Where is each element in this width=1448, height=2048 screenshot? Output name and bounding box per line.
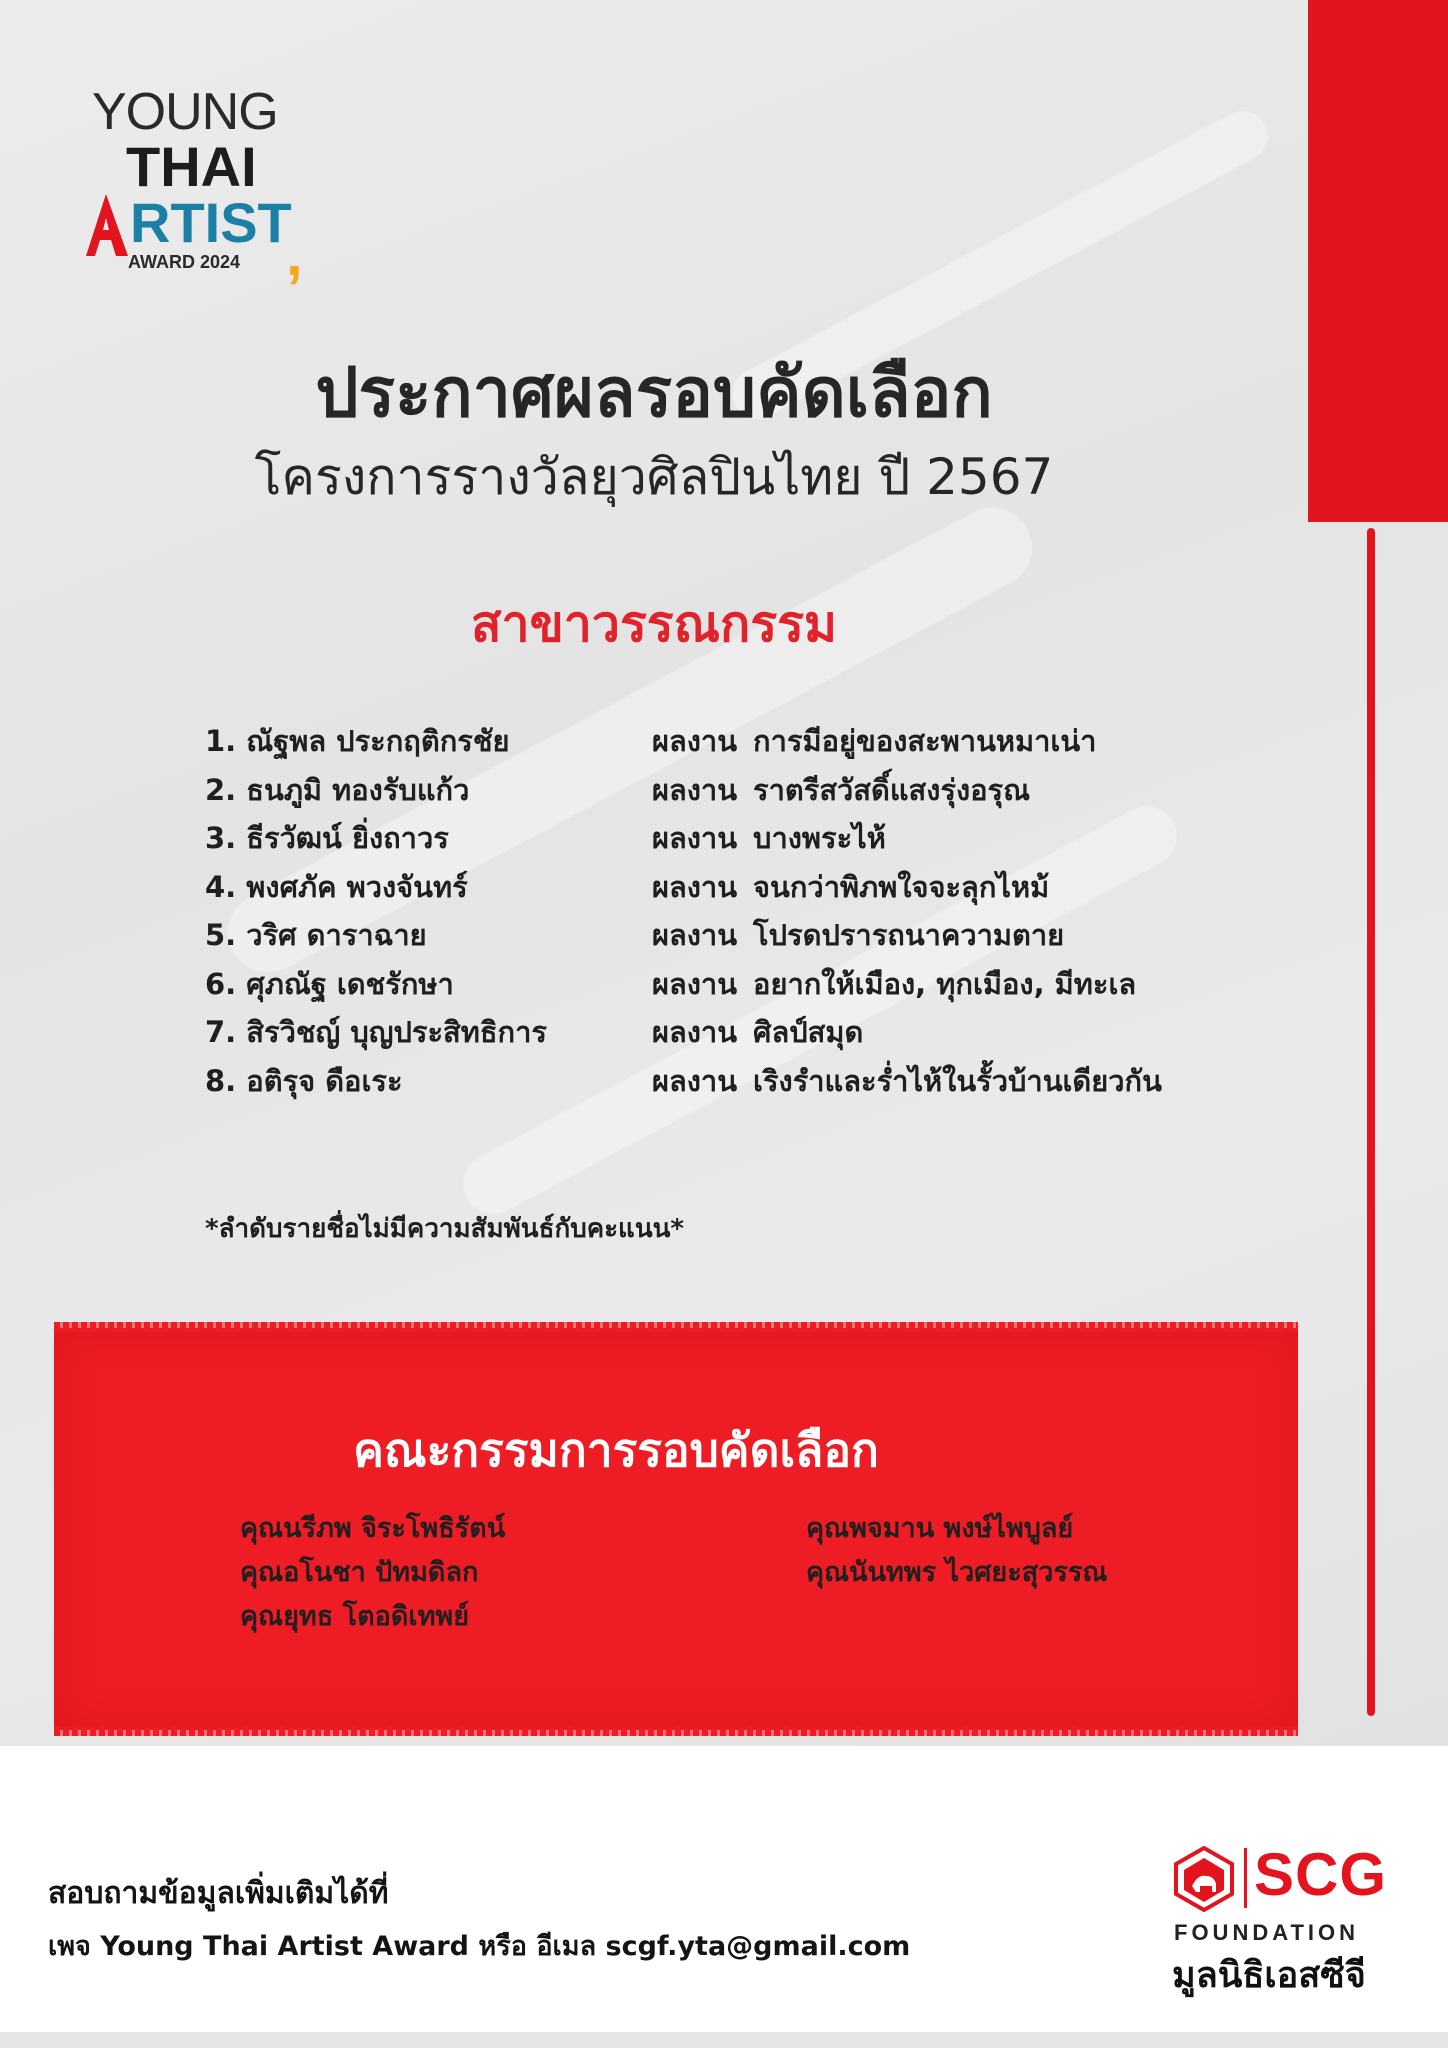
list-item [205,1058,1255,1107]
logo-young-text: YOUNG [92,83,278,141]
logo-thai-text: THAI [126,135,257,198]
logo-award-text: AWARD 2024 [128,252,241,272]
work-title: ราตรีสวัสดิ์แสงรุ่งอรุณ [753,772,1031,807]
list-item [205,864,1255,913]
work-label: ผลงาน [652,1015,738,1049]
winner-name: 6. ศุภณัฐ เดชรักษา [205,966,454,1001]
red-vertical-line [1367,528,1375,1716]
work-title: อยากให้เมือง, ทุกเมือง, มีทะเล [753,966,1137,1001]
winner-name: 7. สิรวิชญ์ บุญประสิทธิการ [205,1015,547,1049]
winner-work [652,1009,863,1055]
page-title: ประกาศผลรอบคัดเลือก [315,354,993,433]
young-thai-artist-logo [90,82,320,288]
work-label: ผลงาน [652,724,738,758]
page-subtitle: โครงการรางวัลยุวศิลปินไทย ปี 2567 [254,448,1054,506]
winner-work [652,718,1096,764]
winner-name: 5. วริศ ดาราฉาย [205,918,427,952]
contact-details: เพจ Young Thai Artist Award หรือ อีเมล scgf.yta@gmail.com [48,1931,911,1962]
jury-list-left [240,1506,505,1638]
work-title: บางพระไห้ [753,821,886,855]
work-title: จนกว่าพิภพใจจะลุกไหม้ [753,869,1050,904]
list-item [205,815,1255,864]
winner-work [652,767,1030,813]
jury-list-right [806,1506,1107,1594]
work-title: ศิลป์สมุด [753,1015,864,1049]
winner-name: 4. พงศภัค พวงจันทร์ [205,869,468,904]
torn-edge-top [54,1322,1298,1332]
scg-divider [1244,1848,1247,1908]
jury-panel [54,1328,1298,1730]
work-title: เริงรำและร่ำไห้ในรั้วบ้านเดียวกัน [753,1063,1162,1098]
winner-work [652,815,886,861]
list-item [205,718,1255,767]
work-label: ผลงาน [652,918,738,952]
jury-member: คุณนรีภพ จิระโพธิรัตน์ [240,1513,506,1544]
winner-name: 3. ธีรวัฒน์ ยิ่งถาวร [205,821,449,855]
scg-emblem-icon [1172,1846,1236,1912]
logo-a-icon [86,192,130,258]
winner-work [652,864,1049,910]
jury-member: คุณยุทธ โตอดิเทพย์ [240,1601,470,1632]
ranking-note: *ลำดับรายชื่อไม่มีความสัมพันธ์กับคะแนน* [205,1214,684,1244]
list-item [205,767,1255,816]
work-label: ผลงาน [652,869,738,904]
winner-work [652,912,1064,958]
work-title: โปรดปรารถนาความตาย [753,918,1065,952]
bottom-strip [0,2032,1448,2048]
logo-comma-icon: , [286,221,303,288]
winner-name: 2. ธนภูมิ ทองรับแก้ว [205,772,470,807]
work-label: ผลงาน [652,821,738,855]
winner-name: 8. อติรุจ ดือเระ [205,1063,403,1098]
work-label: ผลงาน [652,772,738,807]
jury-member: คุณพจมาน พงษ์ไพบูลย์ [806,1513,1074,1544]
list-item [205,1009,1255,1058]
section-title: สาขาวรรณกรรม [471,595,837,653]
scg-wordmark: SCG [1254,1841,1388,1908]
red-corner-block [1308,0,1448,522]
winner-name: 1. ณัฐพล ประกฤติกรชัย [205,724,510,758]
winner-work [652,961,1136,1007]
winner-work [652,1058,1162,1104]
scg-foundation-logo [1172,1841,1392,1996]
list-item [205,961,1255,1010]
jury-member: คุณนันทพร ไวศยะสุวรรณ [806,1557,1108,1588]
jury-title: คณะกรรมการรอบคัดเลือก [353,1423,879,1477]
work-title: การมีอยู่ของสะพานหมาเน่า [753,724,1097,758]
jury-member: คุณอโนชา ปัทมดิลก [240,1557,479,1588]
list-item [205,912,1255,961]
work-label: ผลงาน [652,966,738,1001]
scg-foundation-text: FOUNDATION [1174,1920,1360,1945]
work-label: ผลงาน [652,1063,738,1098]
torn-edge-bottom [54,1726,1298,1736]
contact-title: สอบถามข้อมูลเพิ่มเติมได้ที่ [48,1876,389,1911]
results-list [205,718,1255,1106]
scg-thai-name: มูลนิธิเอสซีจี [1172,1955,1366,1996]
logo-artist-text: RTIST [130,191,292,254]
